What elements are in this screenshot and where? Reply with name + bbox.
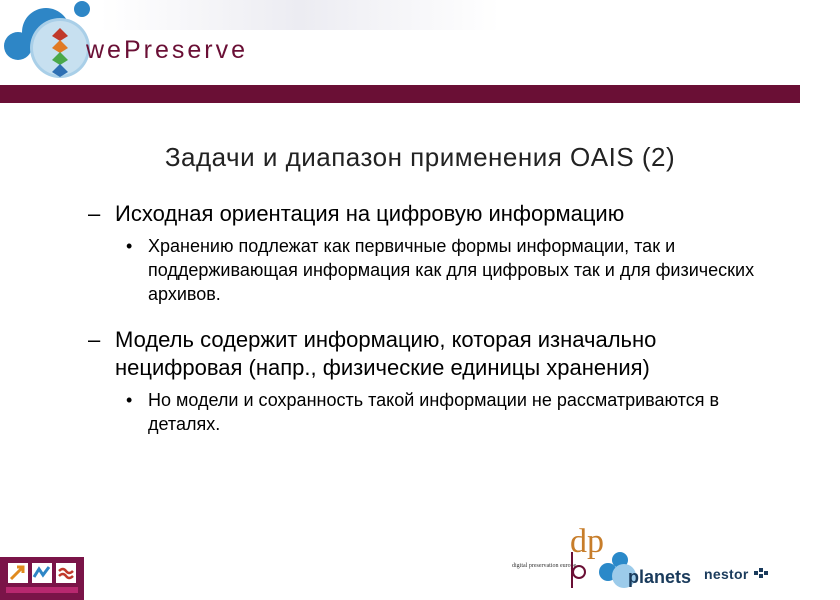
logo-tile bbox=[32, 563, 52, 583]
bullet-level2 bbox=[126, 388, 768, 436]
brand-name: wePreserve bbox=[86, 36, 248, 64]
svg-text:dp: dp bbox=[570, 523, 604, 560]
logo-tile bbox=[56, 563, 76, 583]
slide-title: Задачи и диапазон применения OAIS (2) bbox=[164, 142, 676, 172]
bullet-text: Модель содержит информацию, которая изначально нецифровая (напр., физические единицы хранения) bbox=[115, 327, 657, 380]
dot-marker: • bbox=[126, 236, 133, 256]
bullet-level1 bbox=[88, 326, 768, 382]
slide-content bbox=[88, 200, 768, 450]
bullet-level1 bbox=[88, 200, 768, 228]
bullet-text: Хранению подлежат как первичные формы информации, так и поддерживающая информация как для цифровых так и для физических архивов. bbox=[148, 236, 755, 304]
header-divider-bar bbox=[0, 85, 800, 103]
bullet-level2 bbox=[126, 234, 768, 306]
logo-tile bbox=[8, 563, 28, 583]
nestor-logo-icon bbox=[704, 566, 784, 586]
dash-marker: – bbox=[88, 201, 101, 226]
logo-strip bbox=[6, 587, 78, 593]
partner-logo-icon bbox=[0, 557, 84, 600]
bullet-text: Но модели и сохранность такой информации не рассматриваются в деталях. bbox=[148, 390, 720, 434]
dash-marker: – bbox=[88, 327, 101, 352]
planets-logo-icon bbox=[598, 550, 690, 590]
svg-text:digital preservation europe: digital preservation europe bbox=[512, 563, 577, 569]
dpe-logo-icon bbox=[508, 522, 604, 592]
dot-marker: • bbox=[126, 390, 133, 410]
nestor-mark bbox=[753, 567, 771, 579]
bullet-text: Исходная ориентация на цифровую информацию bbox=[115, 201, 625, 226]
svg-text:planets: planets bbox=[628, 567, 692, 587]
nestor-label: nestor bbox=[704, 566, 749, 582]
